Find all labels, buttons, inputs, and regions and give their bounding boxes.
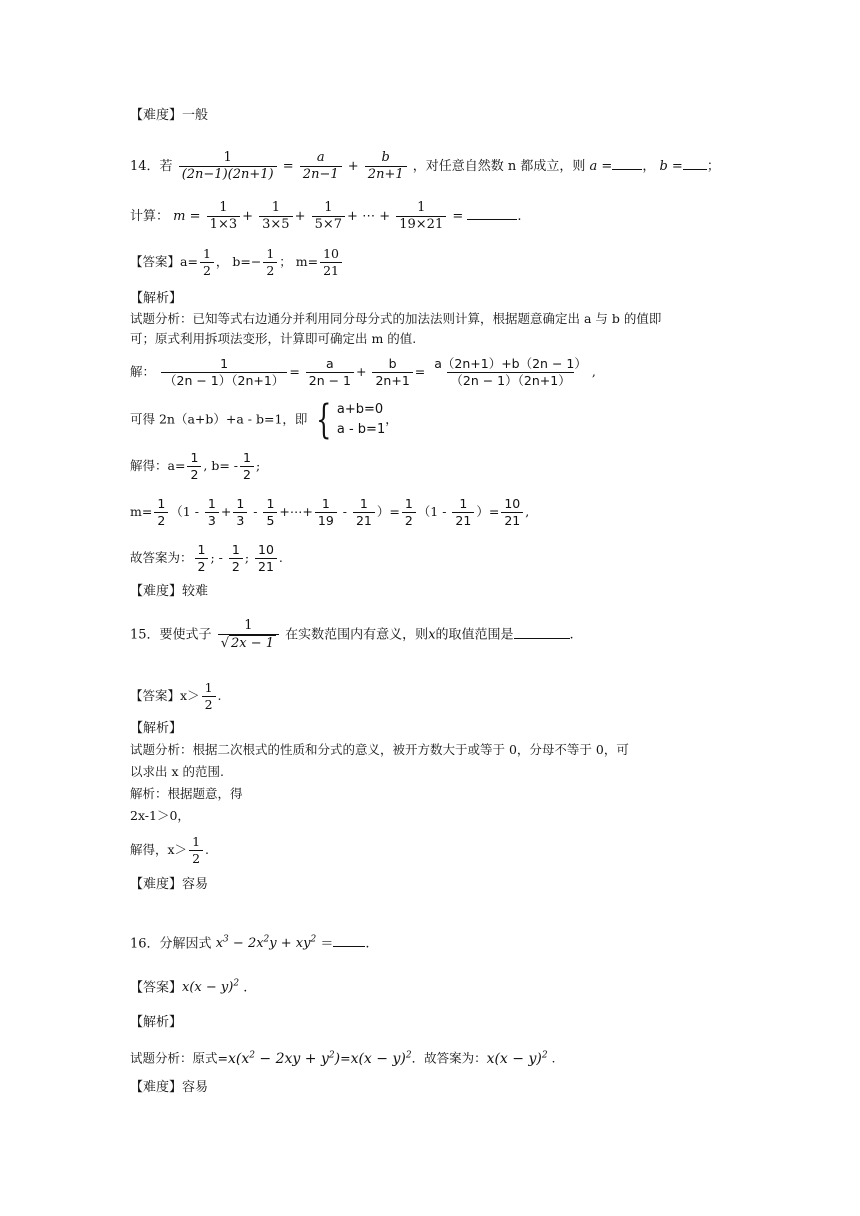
q15-solution-text: 解析：根据题意，得 <box>130 786 243 801</box>
q14-b-blank <box>683 157 707 170</box>
q15-blank <box>514 626 570 639</box>
q14-system: { a+b=0 a - b=1 <box>316 397 386 443</box>
q14-solution-label: 解： <box>130 364 156 379</box>
q14-difficulty: 【难度】较难 <box>130 584 209 599</box>
q15-pre: 要使式子 <box>159 627 212 643</box>
q16-analysis-mid: ．故答案为： <box>411 1050 487 1066</box>
q15-inequality: 2x-1＞0， <box>130 808 190 823</box>
q16-answer: 【答案】$x(x - y)^2$ . <box>130 979 248 996</box>
q14-a-blank <box>612 157 642 170</box>
q14-derive: 可得 2n（a+b）+a - b=1，即 { a+b=0 a - b=1 ， <box>130 397 398 443</box>
q14-solve-label: 解得： <box>130 458 168 473</box>
q14-calc-label: 计算： <box>130 209 170 224</box>
q14-m-blank <box>467 207 517 220</box>
q14-m-compute: m= $\frac{1}{2}$ （1 - $\frac{1}{3}$ + $\frac{1}{3}$ - $\frac{1}{5}$ +⋯+ $\frac{1}{19}$ - $\frac{1}{21}$ ）= $\frac{1}{2}$ （1 - $\frac{1}{21}$ ）= $\frac{10}{21}$ , <box>130 496 530 528</box>
q15-analysis-label: 【解析】 <box>130 721 183 736</box>
q14-if: 若 <box>159 159 173 174</box>
q14-analysis-2: 可；原式利用拆项法变形，计算即可确定出 m 的值. <box>130 331 417 346</box>
q15-analysis-2: 以求出 x 的范围. <box>130 764 224 779</box>
q14-solution: 解： $\frac{1}{(2n - 1)(2n+1)}$ = $\frac{a}{2n - 1}$ + $\frac{b}{2n+1}$ = $\frac{a(2n+1)+b(2n - 1)}{(2n - 1)(2n+1)}$ , <box>130 356 596 388</box>
q15-fraction: $\frac{1}{√ 2x - 1}$ <box>218 618 279 652</box>
q14-statement: 14．若 $\frac{1}{(2n-1)(2n+1)}$ = $\frac{a}{2n-1}$ + $\frac{b}{2n+1}$ ，对任意自然数 n 都成立，则 a = ， b = ； <box>130 150 720 182</box>
q16-difficulty-value: 容易 <box>182 1080 209 1095</box>
q15-statement: 15．要使式子 $\frac{1}{√ 2x - 1}$ 在实数范围内有意义，则x的取值范围是 . <box>130 618 574 651</box>
q16-analysis-label: 【解析】 <box>130 1015 183 1030</box>
q15-analysis-1: 试题分析：根据二次根式的性质和分式的意义，被开方数大于或等于 0，分母不等于 0，可 <box>130 742 629 757</box>
calc-term-3: $\frac{1}{5\times 7}$ <box>312 200 345 233</box>
q15-number: 15． <box>130 627 160 643</box>
calc-term-2: $\frac{1}{3\times 5}$ <box>259 200 292 233</box>
q14-calc: 计算： m = $\frac{1}{1\times 3}$ + $\frac{1}{3\times 5}$ + $\frac{1}{5\times 7}$ + ⋯ + $\frac{1}{19\times 21}$ = . <box>130 200 522 232</box>
q15-tail: 的取值范围是 <box>435 627 514 643</box>
calc-term-1: $\frac{1}{1\times 3}$ <box>207 200 240 233</box>
q15-difficulty: 【难度】容易 <box>130 877 209 892</box>
q15-answer-label: 【答案】 <box>130 688 181 703</box>
difficulty-line-top <box>130 107 208 125</box>
q14-b-fraction: $\frac{b}{2n+1}$ <box>365 150 407 183</box>
q14-a-eq: a = <box>589 159 613 174</box>
system-eq-2: a - b=1 <box>336 422 386 437</box>
q16-answer-label: 【答案】 <box>130 980 183 996</box>
q16-difficulty: 【难度】容易 <box>130 1080 209 1095</box>
q14-b-eq: b = <box>659 159 683 174</box>
q14-a-fraction: $\frac{a}{2n-1}$ <box>300 150 342 183</box>
q16-analysis-pre: 试题分析：原式= <box>130 1050 228 1066</box>
q15-difficulty-value: 容易 <box>182 877 209 892</box>
q14-answer-label: 【答案】 <box>130 254 181 269</box>
q16-text: 分解因式 <box>159 936 212 952</box>
system-eq-1: a+b=0 <box>336 402 384 417</box>
calc-term-last: $\frac{1}{19\times 21}$ <box>396 200 446 233</box>
q14-final: 故答案为： $\frac{1}{2}$ ; - $\frac{1}{2}$ ; $\frac{10}{21}$ . <box>130 542 283 574</box>
q14-final-label: 故答案为： <box>130 550 193 565</box>
q16-blank <box>333 934 365 947</box>
q14-analysis-1: 试题分析：已知等式右边通分并利用同分母分式的加法法则计算，根据题意确定出 a 与 b 的值即 <box>130 311 662 326</box>
q14-number: 14． <box>130 159 160 174</box>
q16-number: 16． <box>130 936 160 952</box>
q15-solve: 解得，x＞ $\frac{1}{2}$ . <box>130 834 209 866</box>
q14-difficulty-value: 较难 <box>182 584 209 599</box>
difficulty-value: 一般 <box>182 108 209 123</box>
q15-post: 在实数范围内有意义，则 <box>285 627 429 643</box>
q14-answer: 【答案】a= $\frac{1}{2}$ ， b=− $\frac{1}{2}$ ； m= $\frac{10}{21}$ <box>130 246 344 279</box>
q14-derive-text: 可得 2n（a+b）+a - b=1，即 <box>130 411 308 427</box>
q14-condition: ，对任意自然数 n 都成立，则 <box>412 159 586 174</box>
q15-answer: 【答案】x＞ $\frac{1}{2}$ . <box>130 680 222 712</box>
q15-solve-pre: 解得，x＞ <box>130 842 188 857</box>
q16-analysis: 试题分析：原式$=x(x^2 - 2xy + y^2)=x(x - y)^2$．故答案为：$x(x - y)^2$ . <box>130 1050 556 1067</box>
difficulty-label: 【难度】 <box>130 108 183 123</box>
q14-solve: 解得：a= $\frac{1}{2}$ , b= - $\frac{1}{2}$ ; <box>130 450 261 482</box>
q16-statement: 16．分解因式 $x^3 - 2x^2y + xy^2$ ＝ . <box>130 935 370 952</box>
q15-answer-pre: x＞ <box>180 688 200 703</box>
q14-lhs-fraction: $\frac{1}{(2n-1)(2n+1)}$ <box>179 150 277 183</box>
q14-analysis-label: 【解析】 <box>130 291 183 306</box>
